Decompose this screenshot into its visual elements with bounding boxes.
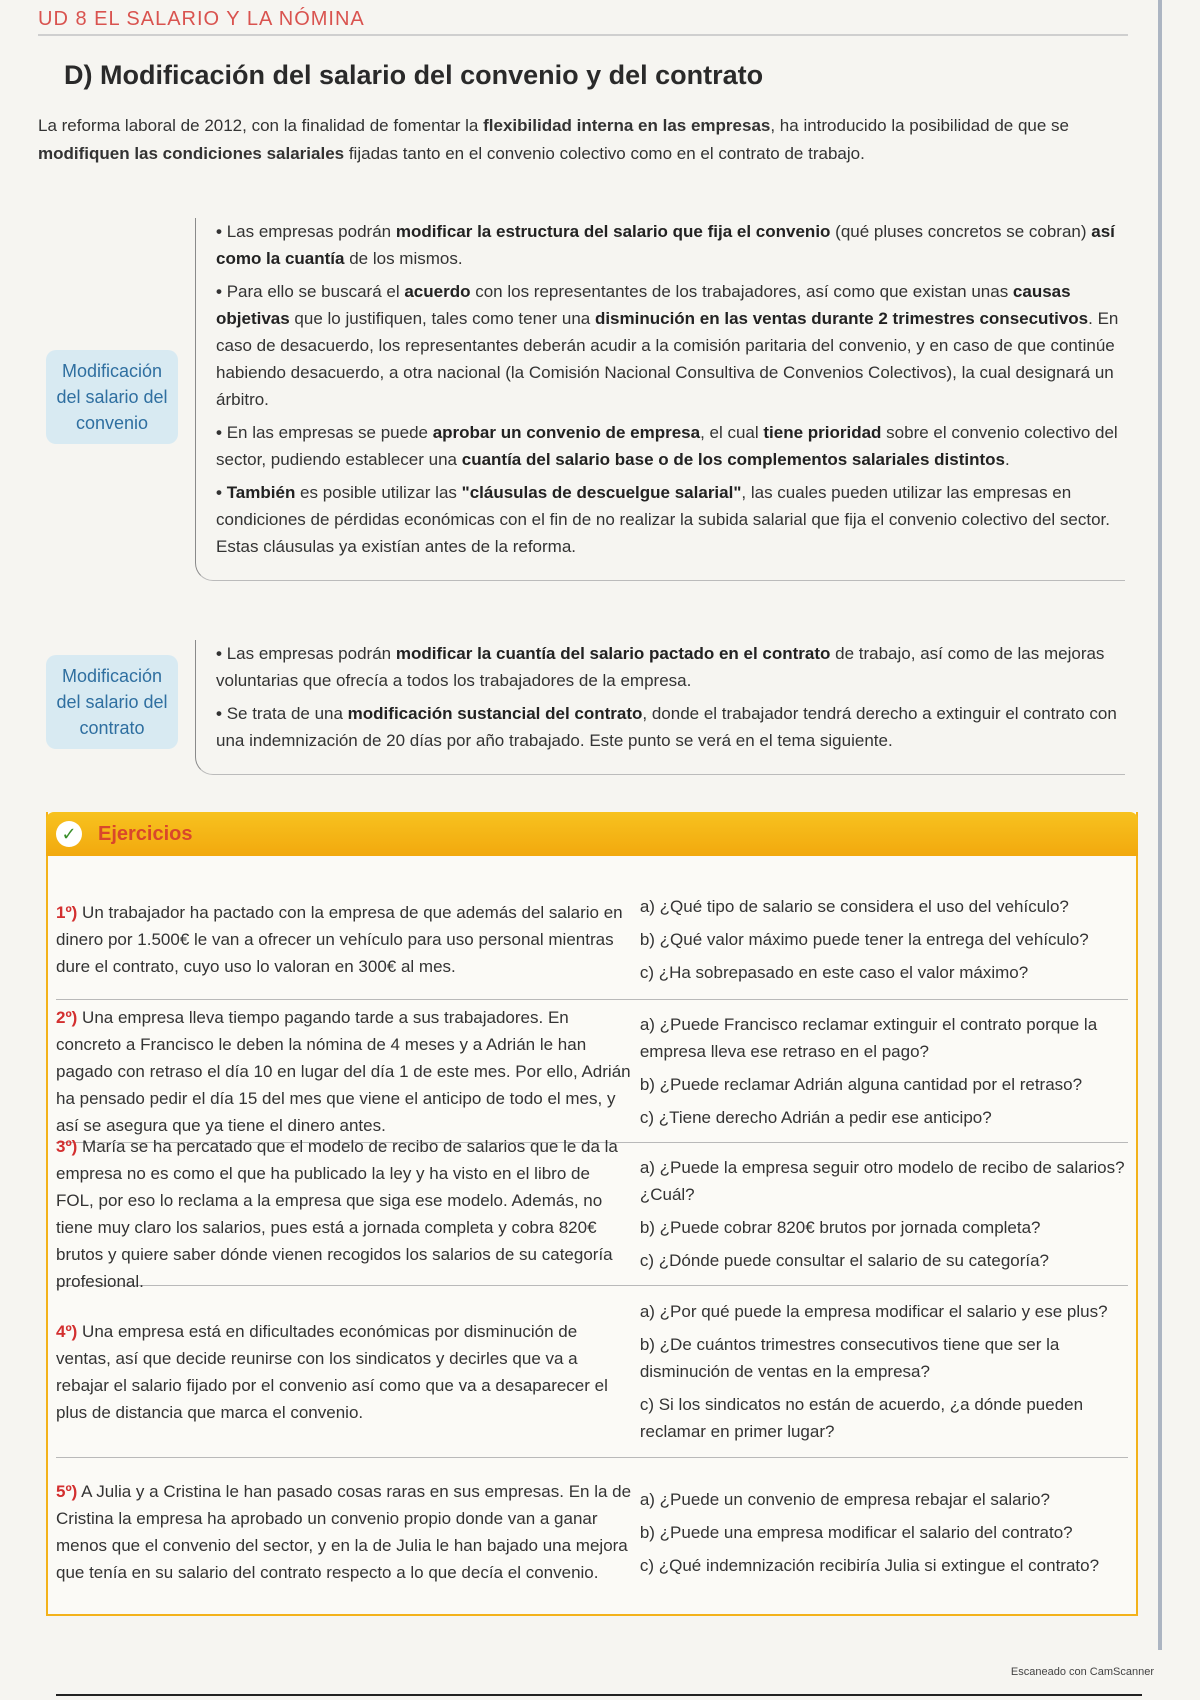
exercise-row — [56, 1458, 1128, 1606]
exercise-questions — [640, 1458, 1128, 1606]
exercise-questions — [640, 880, 1128, 999]
exercise-row — [56, 1000, 1128, 1143]
question: a) ¿Puede la empresa seguir otro modelo de recibo de salarios? ¿Cuál? — [639, 1158, 1125, 1204]
unit-header: UD 8 EL SALARIO Y LA NÓMINA — [38, 8, 365, 30]
question: c) ¿Ha sobrepasado en este caso el valor máximo? — [639, 963, 1029, 982]
convenio-block — [195, 218, 1125, 581]
section-title: D) Modificación del salario del convenio y del contrato — [64, 60, 764, 90]
question: a) ¿Puede Francisco reclamar extinguir el contrato porque la empresa lleva ese retraso en el pago? — [639, 1015, 1098, 1061]
question: c) ¿Dónde puede consultar el salario de su categoría? — [639, 1251, 1050, 1270]
contrato-block — [195, 640, 1125, 775]
question: a) ¿Por qué puede la empresa modificar el salario y ese plus? — [639, 1302, 1108, 1321]
exercise-statement: 4º) Una empresa está en dificultades económicas por disminución de ventas, así que decide reunirse con los sindicatos y decirles que va a rebajar el salario fijado por el convenio así como que va a desaparecer el plus de distancia que marca el convenio. — [56, 1321, 608, 1422]
convenio-point-1: • Las empresas podrán modificar la estructura del salario que fija el convenio (qué pluses concretos se cobran) así como la cuantía de los mismos. — [216, 218, 1125, 272]
intro-text-1: La reforma laboral de 2012, con la finalidad de fomentar la — [38, 116, 484, 135]
intro-text-2: , ha introducido la posibilidad de que se — [770, 116, 1070, 135]
exercise-questions — [640, 1000, 1128, 1142]
exercise-row — [56, 1137, 1128, 1291]
contrato-point-2: • Se trata de una modificación sustancial del contrato, donde el trabajador tendrá derecho a extinguir el contrato con una indemnización de 20 días por año trabajado. Este punto se verá en el tema siguiente. — [216, 700, 1125, 754]
question: b) ¿De cuántos trimestres consecutivos tiene que ser la disminución de ventas en la empresa? — [639, 1335, 1060, 1381]
convenio-label: Modificación del salario del convenio — [46, 350, 178, 444]
exercises-header — [46, 812, 1138, 856]
footer-divider — [56, 1694, 1142, 1696]
pencil-check-icon: ✓ — [56, 821, 82, 847]
question: c) ¿Tiene derecho Adrián a pedir ese anticipo? — [639, 1108, 992, 1127]
question: a) ¿Puede un convenio de empresa rebajar el salario? — [639, 1489, 1050, 1509]
scanner-watermark: Escaneado con CamScanner — [1010, 1666, 1154, 1678]
question: b) ¿Qué valor máximo puede tener la entrega del vehículo? — [639, 930, 1089, 949]
exercise-statement: 5º) A Julia y a Cristina le han pasado cosas raras en sus empresas. En la de Cristina la empresa ha aprobado un convenio propio donde van a ganar menos que el convenio del sector, y en la de Julia le han bajado una mejora que tenía en su salario del contrato respecto a lo que decía el convenio. — [56, 1482, 632, 1582]
page-edge — [1158, 0, 1162, 1650]
exercise-row — [56, 880, 1128, 1000]
question: a) ¿Qué tipo de salario se considera el uso del vehículo? — [639, 897, 1069, 916]
exercise-statement: 2º) Una empresa lleva tiempo pagando tarde a sus trabajadores. En concreto a Francisco le deben la nómina de 4 meses y a Adrián le han pagado con retraso el día 10 en lugar del día 1 de este mes. Por ello, Adrián ha pensado pedir el día 15 del mes que viene el anticipo de todo el mes, y así se asegura que ya tiene el dinero antes. — [56, 1007, 631, 1135]
question: c) ¿Qué indemnización recibiría Julia si extingue el contrato? — [639, 1555, 1100, 1575]
exercise-statement: 3º) María se ha percatado que el modelo de recibo de salarios que le da la empresa no es como el que ha publicado la ley y ha visto en el libro de FOL, por eso lo reclama a la empresa que siga ese modelo. Además, no tiene muy claro los salarios, pues está a jornada completa y cobra 820€ brutos y quiere saber dónde vienen recogidos los salarios de su categoría profesional. — [56, 1137, 618, 1291]
exercise-questions — [640, 1143, 1128, 1285]
intro-bold-1: flexibilidad interna en las empresas — [483, 116, 771, 135]
exercise-row — [56, 1286, 1128, 1458]
question: b) ¿Puede cobrar 820€ brutos por jornada completa? — [639, 1218, 1041, 1237]
question: b) ¿Puede una empresa modificar el salario del contrato? — [639, 1522, 1073, 1542]
convenio-point-3: • En las empresas se puede aprobar un convenio de empresa, el cual tiene prioridad sobre el convenio colectivo del sector, pudiendo establecer una cuantía del salario base o de los complementos salariales distintos. — [216, 419, 1125, 473]
contrato-point-1: • Las empresas podrán modificar la cuantía del salario pactado en el contrato de trabajo, así como de las mejoras voluntarias que ofrecía a todos los trabajadores de la empresa. — [216, 640, 1125, 694]
header-divider — [38, 34, 1128, 36]
intro-text-3: fijadas tanto en el convenio colectivo como en el contrato de trabajo. — [344, 144, 865, 163]
exercise-statement: 1º) Un trabajador ha pactado con la empresa de que además del salario en dinero por 1.500€ le van a ofrecer un vehículo para uso personal mientras dure el contrato, cuyo uso lo valoran en 300€ al mes. — [56, 903, 623, 976]
convenio-point-4: • También es posible utilizar las "cláusulas de descuelgue salarial", las cuales pueden utilizar las empresas en condiciones de pérdidas económicas con el fin de no realizar la subida salarial que fija el convenio colectivo del sector. Estas cláusulas ya existían antes de la reforma. — [216, 479, 1125, 560]
intro-paragraph — [38, 112, 1138, 168]
exercise-questions — [640, 1286, 1128, 1457]
question: c) Si los sindicatos no están de acuerdo, ¿a dónde pueden reclamar en primer lugar? — [639, 1395, 1084, 1441]
intro-bold-2: modifiquen las condiciones salariales — [38, 144, 345, 163]
exercises-title: Ejercicios — [98, 822, 193, 845]
question: b) ¿Puede reclamar Adrián alguna cantidad por el retraso? — [639, 1075, 1083, 1094]
contrato-label: Modificación del salario del contrato — [46, 655, 178, 749]
convenio-point-2: • Para ello se buscará el acuerdo con los representantes de los trabajadores, así como que existan unas causas objetivas que lo justifiquen, tales como tener una disminución en las ventas durante 2 trimestres consecutivos. En caso de desacuerdo, los representantes deberán acudir a la comisión paritaria del convenio, y en caso de que continúe habiendo desacuerdo, a otra nacional (la Comisión Nacional Consultiva de Convenios Colectivos), la cual designará un árbitro. — [216, 278, 1125, 413]
